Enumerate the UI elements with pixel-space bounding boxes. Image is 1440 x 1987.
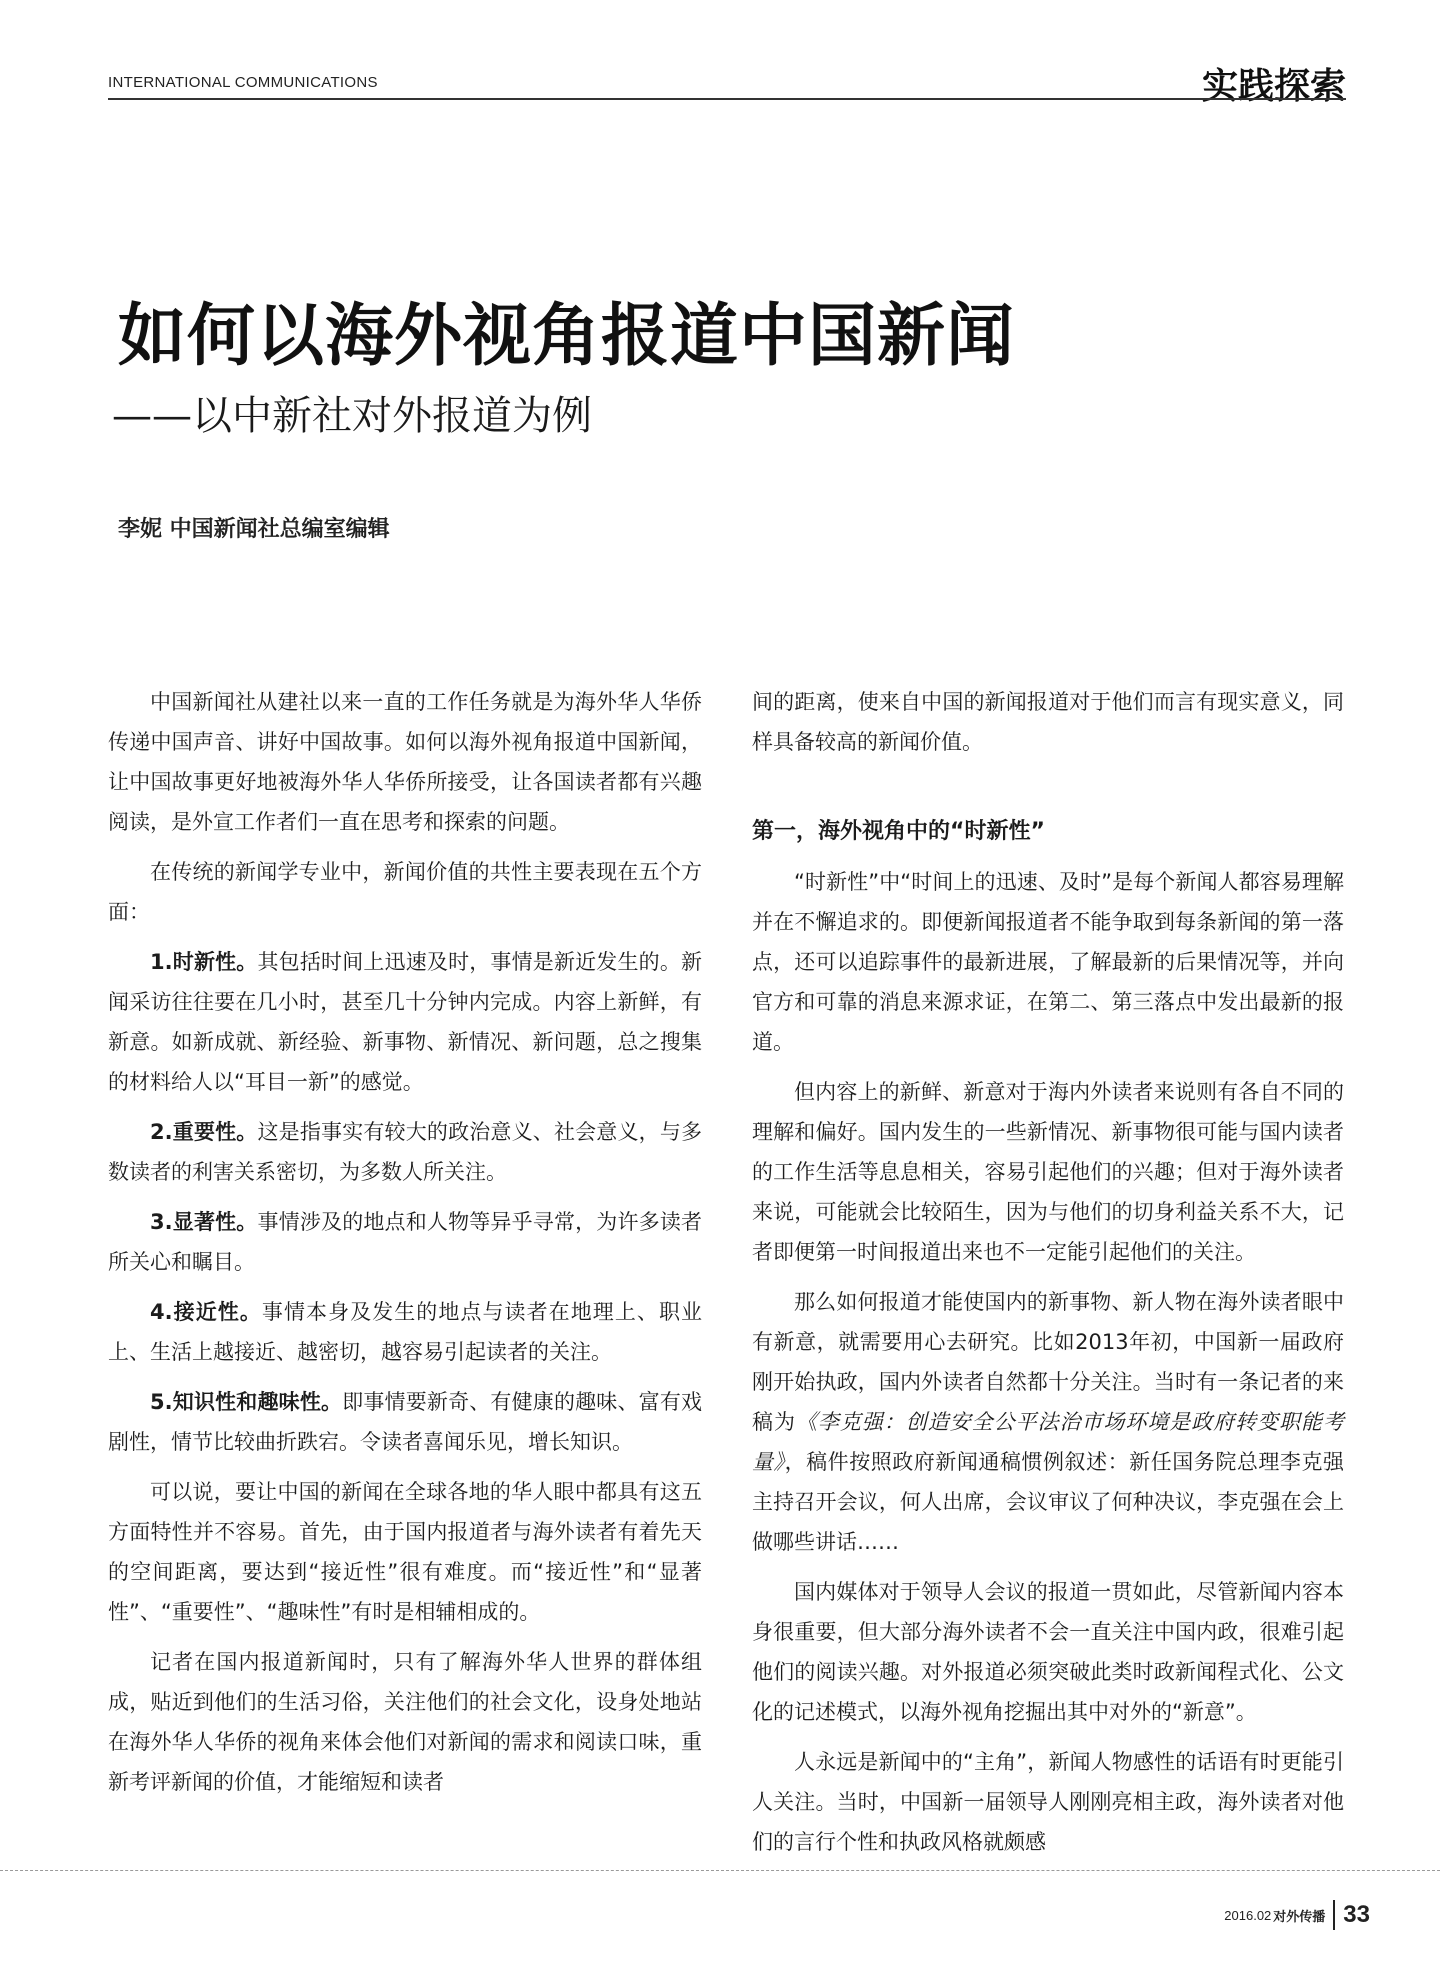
journal-name: 对外传播 [1273,1908,1326,1924]
page-footer [1224,1900,1370,1930]
item-label: 5.知识性和趣味性。 [150,1390,343,1414]
article-title: 如何以海外视角报道中国新闻 [118,297,1016,376]
publication-name: INTERNATIONAL COMMUNICATIONS [108,74,378,91]
section-heading: 第一，海外视角中的“时新性” [752,819,1045,844]
list-item [108,1382,702,1462]
paragraph: 国内媒体对于领导人会议的报道一贯如此，尽管新闻内容本身很重要，但大部分海外读者不会一直关注中国内政，很难引起他们的阅读兴趣。对外报道必须突破此类时政新闻程式化、公文化的记述模式，以海外视角挖掘出其中对外的“新意”。 [752,1580,1344,1724]
byline: 李妮 中国新闻社总编室编辑 [118,517,390,542]
list-item [108,1112,702,1192]
paragraph: 可以说，要让中国的新闻在全球各地的华人眼中都具有这五方面特性并不容易。首先，由于国内报道者与海外读者有着先天的空间距离，要达到“接近性”很有难度。而“接近性”和“显著性”、“重要性”、“趣味性”有时是相辅相成的。 [108,1480,702,1624]
article-subtitle: ——以中新社对外报道为例 [112,393,592,439]
text-run: 那么如何报道才能使国内的新事物、新人物在海外读者眼中有新意，就需要用心去研究。比如2013年初，中国新一届政府刚开始执政，国内外读者自然都十分关注。当时有一条记者的来稿为 [752,1290,1344,1434]
item-label: 4.接近性。 [150,1300,262,1324]
item-text: 其包括时间上迅速及时，事情是新近发生的。新闻采访往往要在几小时，甚至几十分钟内完成。内容上新鲜，有新意。如新成就、新经验、新事物、新情况、新问题，总之搜集的材料给人以“耳目一新”的感觉。 [108,950,703,1094]
list-item [108,942,702,1102]
footer-rule [0,1870,1440,1871]
item-text: 事情本身及发生的地点与读者在地理上、职业上、生活上越接近、越密切，越容易引起读者的关注。 [108,1300,703,1364]
list-item [108,1202,702,1282]
item-text: 即事情要新奇、有健康的趣味、富有戏剧性，情节比较曲折跌宕。令读者喜闻乐见，增长知识。 [108,1390,703,1454]
paragraph: 但内容上的新鲜、新意对于海内外读者来说则有各自不同的理解和偏好。国内发生的一些新情况、新事物很可能与国内读者的工作生活等息息相关，容易引起他们的兴趣；但对于海外读者来说，可能就会比较陌生，因为与他们的切身利益关系不大，记者即便第一时间报道出来也不一定能引起他们的关注。 [752,1080,1344,1264]
left-column [108,682,702,1802]
text-run: ，稿件按照政府新闻通稿惯例叙述：新任国务院总理李克强主持召开会议，何人出席，会议审议了何种决议，李克强在会上做哪些讲话…… [752,1450,1345,1554]
item-label: 2.重要性。 [150,1120,258,1144]
list-item [108,1292,702,1372]
right-column [752,682,1344,1862]
paragraph: 间的距离，使来自中国的新闻报道对于他们而言有现实意义，同样具备较高的新闻价值。 [752,690,1344,754]
item-label: 3.显著性。 [150,1210,258,1234]
paragraph: 记者在国内报道新闻时，只有了解海外华人世界的群体组成，贴近到他们的生活习俗，关注他们的社会文化，设身处地站在海外华人华侨的视角来体会他们对新闻的需求和阅读口味，重新考评新闻的价值，才能缩短和读者 [108,1650,702,1794]
paragraph: “时新性”中“时间上的迅速、及时”是每个新闻人都容易理解并在不懈追求的。即便新闻报道者不能争取到每条新闻的第一落点，还可以追踪事件的最新进展，了解最新的后果情况等，并向官方和可靠的消息来源求证，在第二、第三落点中发出最新的报道。 [752,870,1344,1054]
paragraph: 在传统的新闻学专业中，新闻价值的共性主要表现在五个方面： [108,860,702,924]
paragraph [752,1282,1344,1562]
item-label: 1.时新性。 [150,950,258,974]
quoted-headline: 《李克强：创造安全公平法治市场环境是政府转变职能考量》 [752,1410,1345,1474]
item-text: 这是指事实有较大的政治意义、社会意义，与多数读者的利害关系密切，为多数人所关注。 [108,1120,703,1184]
header-rule [108,98,1346,100]
section-title: 实践探索 [1201,66,1346,107]
footer-divider [1333,1900,1335,1930]
paragraph: 中国新闻社从建社以来一直的工作任务就是为海外华人华侨传递中国声音、讲好中国故事。如何以海外视角报道中国新闻，让中国故事更好地被海外华人华侨所接受，让各国读者都有兴趣阅读，是外宣工作者们一直在思考和探索的问题。 [108,690,702,834]
page-number: 33 [1343,1901,1370,1928]
issue-date: 2016.02 [1224,1907,1272,1923]
item-text: 事情涉及的地点和人物等异乎寻常，为许多读者所关心和瞩目。 [108,1210,703,1274]
paragraph: 人永远是新闻中的“主角”，新闻人物感性的话语有时更能引人关注。当时，中国新一届领导人刚刚亮相主政，海外读者对他们的言行个性和执政风格就颇感 [752,1750,1344,1854]
